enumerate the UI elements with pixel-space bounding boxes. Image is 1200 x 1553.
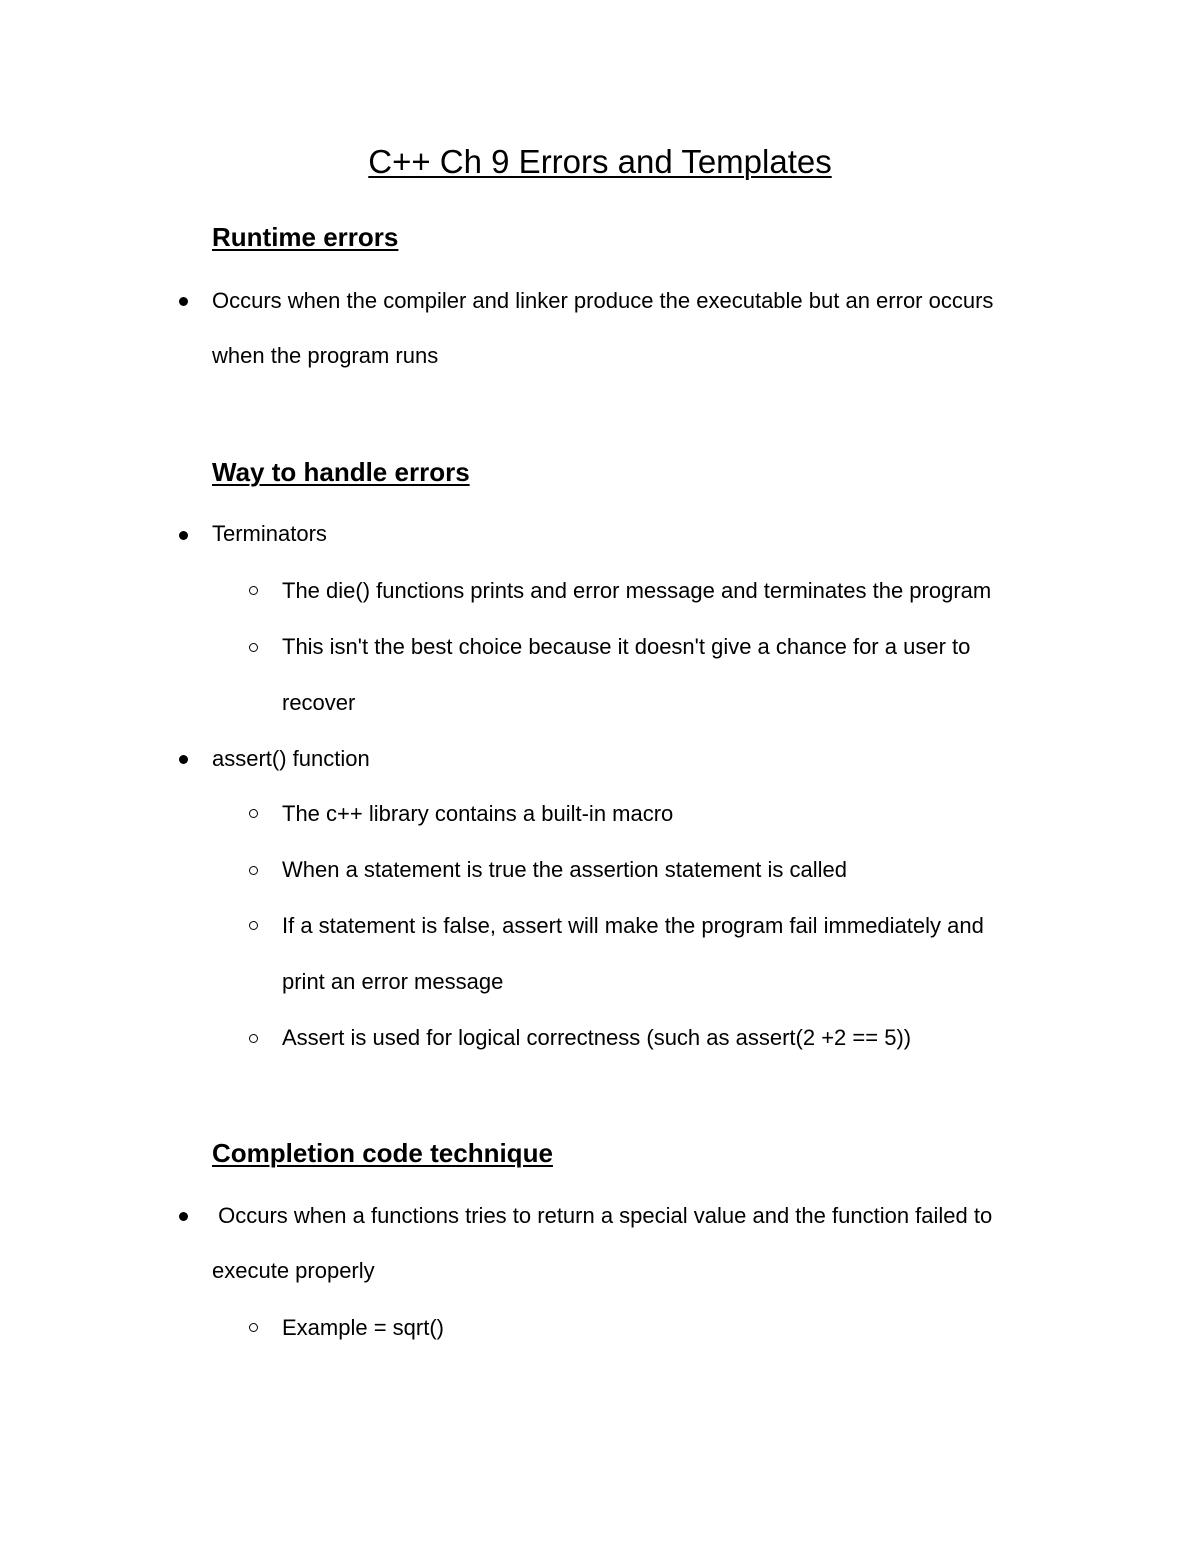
section-heading-runtime-errors: Runtime errors: [212, 222, 399, 252]
bullet-circle: [249, 866, 258, 875]
list-item-text: Occurs when the compiler and linker produce the executable but an error occurs: [212, 288, 994, 313]
document-title: C++ Ch 9 Errors and Templates: [368, 143, 832, 180]
sub-list-item-text: This isn't the best choice because it doesn't give a chance for a user to: [282, 634, 971, 659]
sub-list-item-text: Assert is used for logical correctness (such as assert(2 +2 == 5)): [282, 1025, 912, 1050]
section-heading-way-to-handle-errors: Way to handle errors: [212, 457, 470, 487]
bullet-circle: [249, 809, 258, 818]
bullet-circle: [249, 1034, 258, 1043]
list-item-text: Terminators: [212, 521, 327, 546]
list-item-text-continued: when the program runs: [212, 343, 439, 368]
sub-list-item-text-continued: recover: [282, 690, 356, 715]
list-item-text-continued: execute properly: [212, 1258, 375, 1283]
sub-list-item-text: The c++ library contains a built-in macro: [282, 801, 674, 826]
bullet-circle: [249, 586, 258, 595]
bullet-circle: [249, 1323, 258, 1332]
bullet-disc: [179, 755, 188, 764]
sub-list-item-text: If a statement is false, assert will make the program fail immediately and: [282, 913, 984, 938]
section-heading-completion-code-technique: Completion code technique: [212, 1138, 553, 1168]
sub-list-item-text: The die() functions prints and error message and terminates the program: [282, 578, 992, 603]
bullet-disc: [179, 531, 188, 540]
list-item-text: assert() function: [212, 746, 370, 771]
sub-list-item-text-continued: print an error message: [282, 969, 504, 994]
sub-list-item-text: When a statement is true the assertion statement is called: [282, 857, 847, 882]
list-item-text: Occurs when a functions tries to return a special value and the function failed to: [212, 1203, 993, 1228]
bullet-disc: [179, 297, 188, 306]
bullet-circle: [249, 643, 258, 652]
sub-list-item-text: Example = sqrt(): [282, 1315, 444, 1340]
bullet-disc: [179, 1212, 188, 1221]
bullet-circle: [249, 921, 258, 930]
